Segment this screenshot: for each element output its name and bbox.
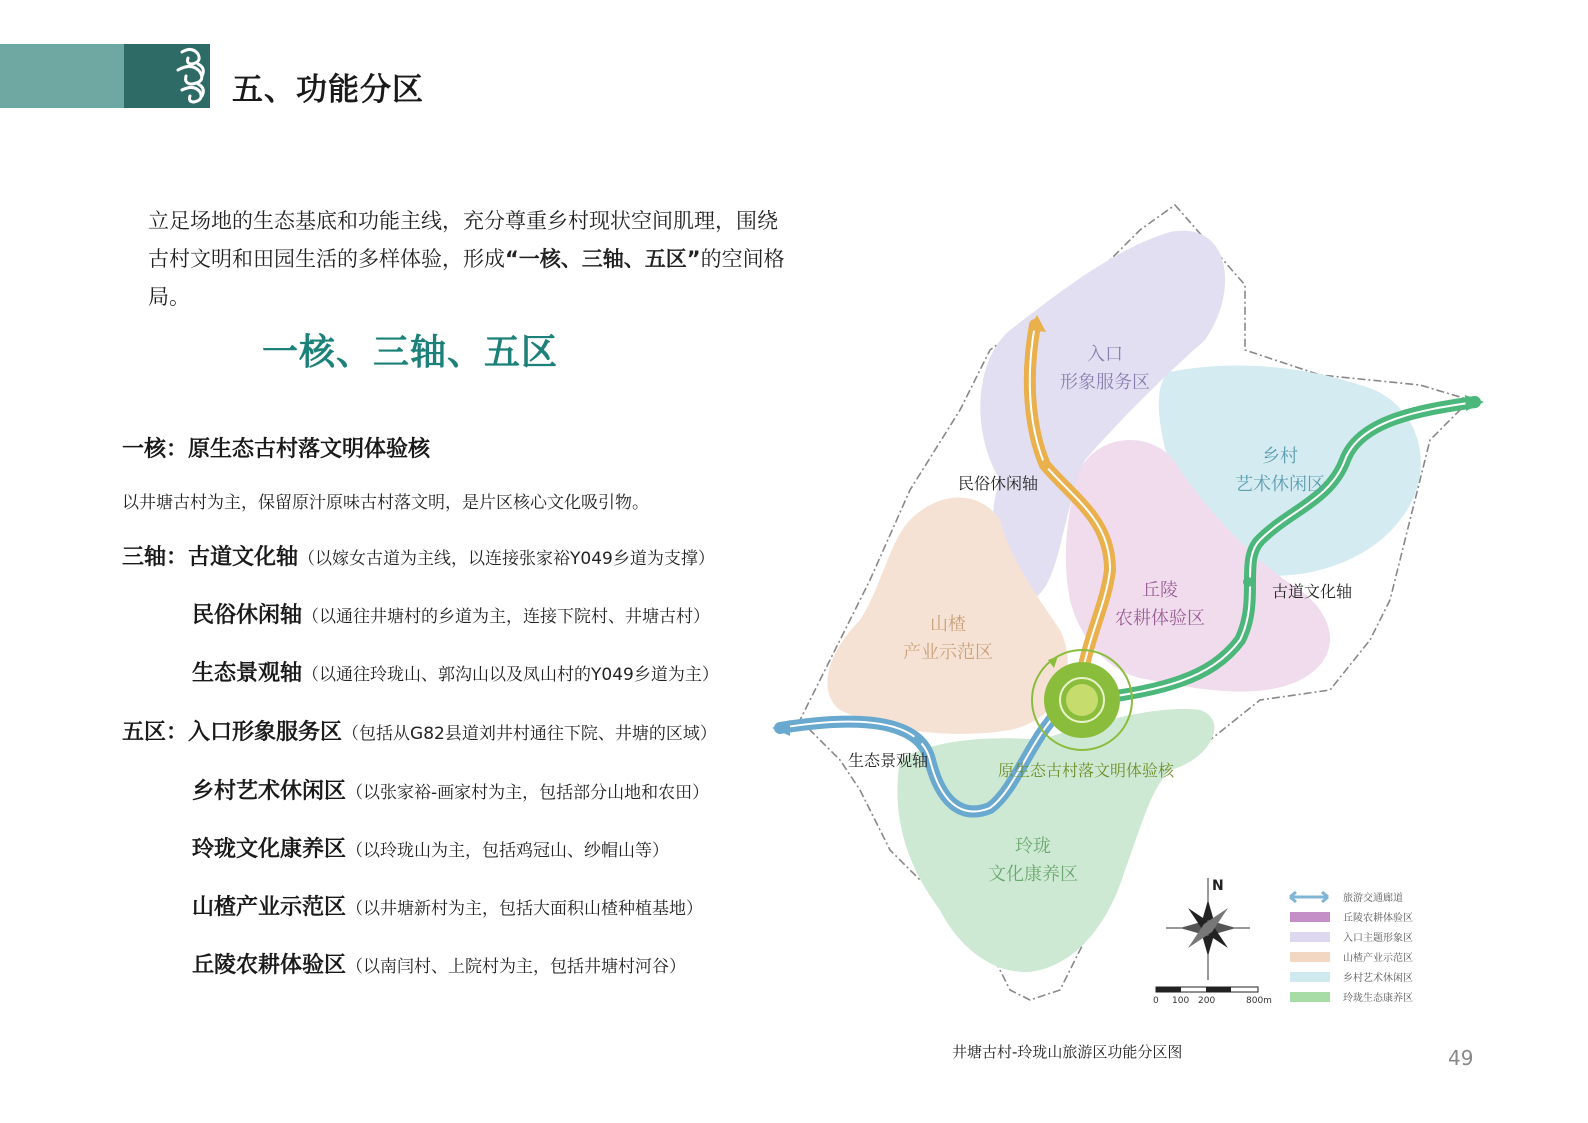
map-caption: 井塘古村-玲珑山旅游区功能分区图	[952, 1043, 1183, 1061]
headline: 一核、三轴、五区	[262, 332, 559, 373]
zone-label-entry: 入口	[1087, 344, 1123, 365]
zone-label-linglong: 文化康养区	[988, 864, 1078, 885]
zone-note: （以张家裕-画家村为主，包括部分山地和农田）	[346, 783, 710, 803]
zone-label-hawthorn: 山楂	[930, 614, 966, 635]
axis-title: 生态景观轴	[192, 661, 303, 686]
core-heading: 一核：原生态古村落文明体验核	[122, 437, 431, 462]
scale-label: 800m	[1246, 996, 1272, 1006]
intro-paragraph	[148, 202, 788, 316]
zone-note: （以南闫村、上院村为主，包括井塘村河谷）	[346, 957, 687, 977]
eco-axis-node	[913, 735, 923, 745]
scale-label: 0	[1153, 996, 1159, 1006]
scale-bar	[1153, 987, 1272, 1006]
legend-swatch-corridor	[1290, 892, 1328, 902]
intro-emphasis: “一核、三轴、五区”	[505, 247, 701, 271]
zone-label-hawthorn: 产业示范区	[903, 642, 993, 663]
zone-label-hill: 农耕体验区	[1115, 608, 1205, 629]
ancient-axis-node	[1243, 577, 1253, 587]
axis-label-folk: 民俗休闲轴	[958, 474, 1039, 493]
zone-item	[192, 832, 669, 863]
legend-swatch	[1290, 932, 1330, 942]
zoning-map	[760, 190, 1520, 1020]
axis-item	[192, 656, 719, 687]
core-label: 原生态古村落文明体验核	[998, 761, 1175, 780]
compass-icon	[1166, 878, 1250, 980]
zone-title: 丘陵农耕体验区	[192, 953, 347, 978]
legend-label: 丘陵农耕体验区	[1343, 913, 1413, 924]
intro-text-2: 的空间格局。	[148, 247, 785, 309]
zone-note: （以玲珑山为主，包括鸡冠山、纱帽山等）	[346, 841, 670, 861]
zone-label-hill: 丘陵	[1142, 580, 1178, 601]
legend-swatch	[1290, 992, 1330, 1002]
core-center	[1066, 684, 1098, 716]
legend-swatch	[1290, 972, 1330, 982]
zone-title: 五区：入口形象服务区	[122, 720, 343, 745]
axis-label-ancient: 古道文化轴	[1272, 582, 1353, 601]
zone-label-art: 艺术休闲区	[1235, 474, 1325, 495]
zone-title: 山楂产业示范区	[192, 895, 347, 920]
axis-title: 三轴：古道文化轴	[122, 545, 299, 570]
zone-label-art: 乡村	[1262, 446, 1298, 467]
scale-label: 200	[1198, 996, 1216, 1006]
zone-item	[192, 948, 686, 979]
legend-swatch	[1290, 912, 1330, 922]
axis-note: （以嫁女古道为主线，以连接张家裕Y049乡道为支撑）	[298, 549, 715, 569]
map-legend	[1290, 891, 1413, 1004]
zone-note: （包括从G82县道刘井村通往下院、井塘的区域）	[342, 724, 717, 744]
intro-text-1: 立足场地的生态基底和功能主线，充分尊重乡村现状空间肌理，围绕古村文明和田园生活的多样体验，形成	[148, 209, 778, 271]
axis-item	[192, 598, 710, 629]
axis-note: （以通往玲珑山、郭沟山以及凤山村的Y049乡道为主）	[302, 665, 719, 685]
legend-label: 旅游交通廊道	[1343, 893, 1403, 904]
legend-swatch	[1290, 952, 1330, 962]
scale-label: 100	[1172, 996, 1190, 1006]
zone-title: 乡村艺术休闲区	[192, 779, 347, 804]
header-band-light	[0, 44, 124, 108]
zone-label-linglong: 玲珑	[1015, 836, 1051, 857]
legend-label: 山楂产业示范区	[1343, 953, 1413, 964]
axis-label-eco: 生态景观轴	[848, 751, 929, 770]
legend-label: 玲珑生态康养区	[1343, 993, 1413, 1004]
compass-north-label: N	[1212, 878, 1224, 894]
core-description: 以井塘古村为主，保留原汁原味古村落文明，是片区核心文化吸引物。	[122, 493, 649, 513]
axis-note: （以通往井塘村的乡道为主，连接下院村、井塘古村）	[302, 607, 711, 627]
axis-item	[122, 540, 715, 571]
page-number: 49	[1448, 1046, 1474, 1070]
zone-item	[122, 715, 717, 746]
legend-label: 乡村艺术休闲区	[1343, 973, 1413, 984]
page-title: 五、功能分区	[232, 72, 424, 108]
zone-item	[192, 890, 703, 921]
folk-axis-node	[1040, 460, 1050, 470]
zone-item	[192, 774, 709, 805]
zone-linglong	[897, 709, 1214, 972]
zone-label-entry: 形象服务区	[1060, 372, 1150, 393]
zone-title: 玲珑文化康养区	[192, 837, 347, 862]
legend-label: 入口主题形象区	[1343, 933, 1413, 944]
cloud-ornament-icon	[168, 44, 216, 110]
zone-note: （以井塘新村为主，包括大面积山楂种植基地）	[346, 899, 704, 919]
axis-title: 民俗休闲轴	[192, 603, 303, 628]
